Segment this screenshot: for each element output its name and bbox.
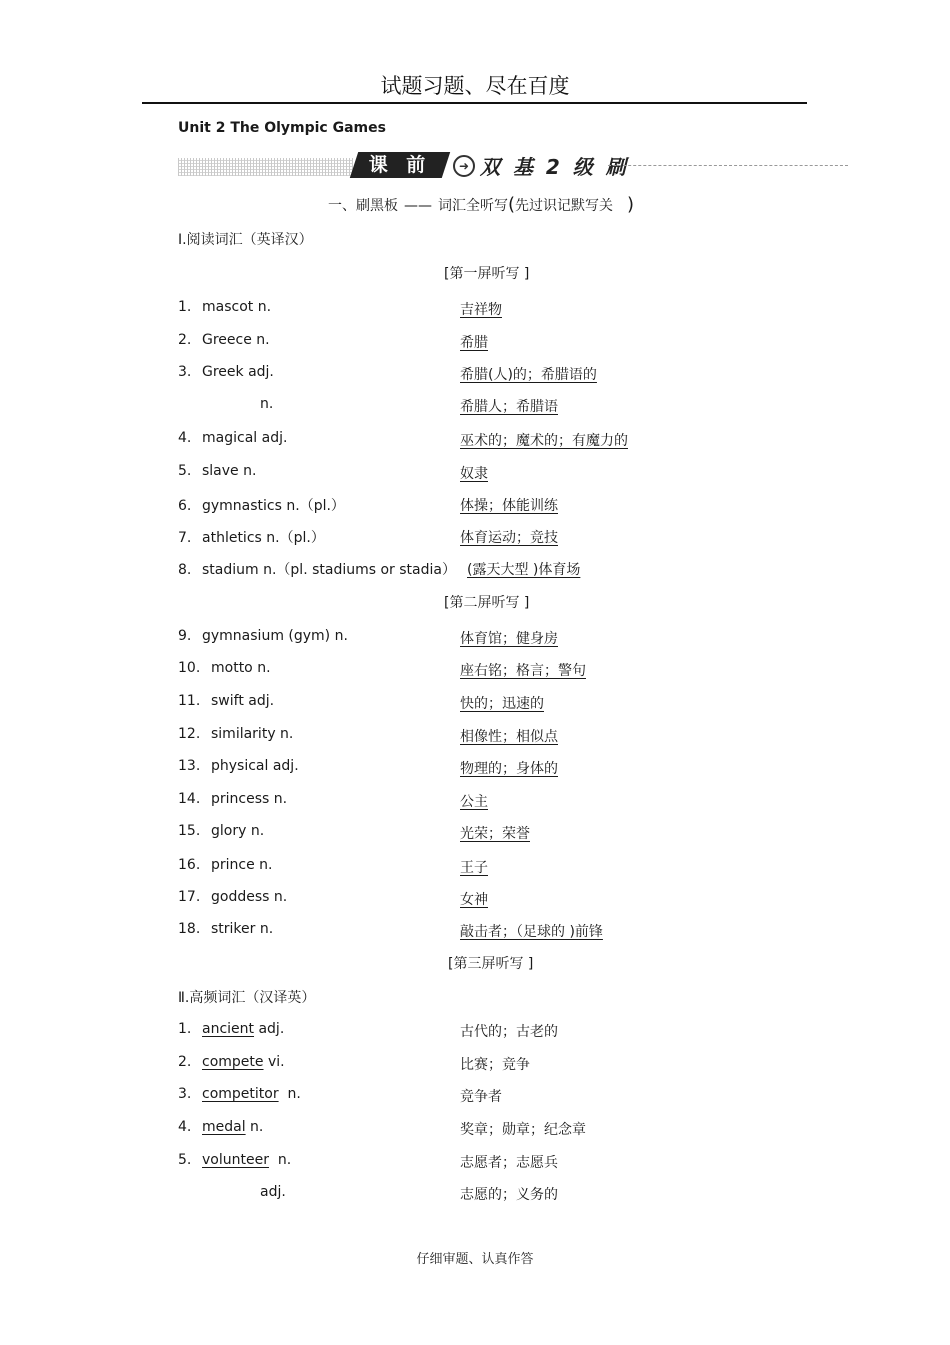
definition-text: 座右铭；格言；警句 <box>460 663 586 679</box>
vocab-definition <box>460 791 498 811</box>
section-title: 一、刷黑板 <box>328 198 398 214</box>
item-number: 13. <box>178 758 201 774</box>
banner-left-word: 课 前 <box>368 154 432 176</box>
part-of-speech: adj. <box>260 1184 286 1200</box>
definition-text: 公主 <box>460 794 488 810</box>
vocab-term <box>178 791 287 807</box>
term-text: Greece n. <box>202 332 270 348</box>
item-number: 4. <box>178 430 192 446</box>
vocab-definition <box>460 857 498 877</box>
vocab-definition <box>460 693 554 713</box>
vocab-definition <box>460 628 568 648</box>
definition-text: 体育运动；竞技 <box>460 530 558 546</box>
item-number: 9. <box>178 628 192 644</box>
definition-text: 物理的；身体的 <box>460 761 558 777</box>
vocab-definition <box>460 758 568 778</box>
chinese-meaning: 比赛；竞争 <box>460 1057 530 1073</box>
vocab-definition <box>467 559 590 579</box>
definition-text: 奴隶 <box>460 466 488 482</box>
item-number: 6. <box>178 498 192 514</box>
term-text: magical adj. <box>202 430 288 446</box>
unit-title: Unit 2 The Olympic Games <box>178 120 386 136</box>
section-subtitle-text: 词汇全听写 <box>438 198 508 214</box>
term-text: similarity n. <box>211 726 294 742</box>
term-text: Greek adj. <box>202 364 274 380</box>
item-number: 12. <box>178 726 201 742</box>
banner-hatch-band <box>178 158 353 176</box>
circle-arrow-icon: ➜ <box>453 155 475 177</box>
term-text: physical adj. <box>211 758 299 774</box>
vocab-term <box>178 889 287 905</box>
vocab-definition <box>460 299 512 319</box>
vocab-term <box>178 559 456 579</box>
vocab-definition <box>460 332 498 352</box>
item-number: 17. <box>178 889 201 905</box>
definition-text: 希腊 <box>460 335 488 351</box>
vocab-definition <box>460 823 540 843</box>
definition-text: 光荣；荣誉 <box>460 826 530 842</box>
definition-text: 女神 <box>460 892 488 908</box>
term-text: slave n. <box>202 463 257 479</box>
vocab-term <box>178 726 293 742</box>
answer-word: compete <box>202 1054 264 1070</box>
definition-text: 快的；迅速的 <box>460 696 544 712</box>
section-subtitle <box>328 194 634 215</box>
screen-label-2: [第二屏听写 ] <box>444 595 530 611</box>
definition-text: 相像性；相似点 <box>460 729 558 745</box>
screen-label-1: [第一屏听写 ] <box>444 266 530 282</box>
screen-label-3: [第三屏听写 ] <box>448 956 534 972</box>
definition-text: 希腊人；希腊语 <box>460 399 558 415</box>
vocab-term <box>178 693 274 709</box>
answer-word: ancient <box>202 1021 255 1037</box>
vocab-term <box>260 1184 286 1200</box>
item-number: 18. <box>178 921 201 937</box>
definition-text: 吉祥物 <box>460 302 502 318</box>
term-text: glory n. <box>211 823 265 839</box>
definition-text: (露天大型 )体育场 <box>467 562 581 578</box>
vocab-term <box>178 430 287 446</box>
term-text: gymnastics n.（pl.） <box>202 498 345 514</box>
part2-title: Ⅱ.高频词汇（汉译英） <box>178 990 316 1006</box>
vocab-definition <box>460 495 568 515</box>
item-number: 14. <box>178 791 201 807</box>
item-number: 4. <box>178 1119 192 1135</box>
vocab-term <box>260 396 273 412</box>
item-number: 7. <box>178 530 192 546</box>
term-text: athletics n.（pl.） <box>202 530 325 546</box>
term-text: princess n. <box>211 791 288 807</box>
item-number: 3. <box>178 364 192 380</box>
term-text: stadium n.（pl. stadiums or stadia） <box>202 562 456 578</box>
vocab-term <box>178 660 271 676</box>
part-of-speech: n. <box>278 1086 301 1102</box>
vocab-definition <box>460 396 568 416</box>
section-banner <box>178 150 848 182</box>
term-text: swift adj. <box>211 693 275 709</box>
vocab-definition <box>460 463 498 483</box>
definition-text: 体操；体能训练 <box>460 498 558 514</box>
item-number: 2. <box>178 332 192 348</box>
vocab-definition <box>460 889 498 909</box>
section-note: 先过识记默写关 <box>515 198 614 214</box>
item-number: 8. <box>178 562 192 578</box>
answer-word: volunteer <box>202 1152 269 1168</box>
page-footer: 仔细审题、认真作答 <box>416 1252 534 1267</box>
chinese-meaning: 奖章；勋章；纪念章 <box>460 1122 586 1138</box>
chinese-meaning: 志愿的；义务的 <box>460 1187 558 1203</box>
vocab-term <box>178 628 348 644</box>
banner-right-word: 双 基 2 级 刷 <box>480 155 629 179</box>
definition-text: 体育馆；健身房 <box>460 631 558 647</box>
item-number: 3. <box>178 1086 192 1102</box>
vocab-term <box>178 1054 285 1070</box>
definition-text: 希腊(人)的；希腊语的 <box>460 367 597 383</box>
definition-text: 王子 <box>460 860 488 876</box>
vocab-term <box>178 921 273 937</box>
item-number: 1. <box>178 1021 192 1037</box>
definition-text: 敲击者；（足球的 )前锋 <box>460 924 603 940</box>
answer-word: medal <box>202 1119 246 1135</box>
vocab-term <box>178 364 274 380</box>
part-of-speech: n. <box>268 1152 292 1168</box>
vocab-definition <box>460 660 596 680</box>
chinese-meaning: 古代的；古老的 <box>460 1024 558 1040</box>
item-number: 10. <box>178 660 201 676</box>
banner-dashed-rule <box>608 165 848 166</box>
item-number: 16. <box>178 857 201 873</box>
page-header: 试题习题、尽在百度 <box>380 74 570 98</box>
term-text: goddess n. <box>211 889 288 905</box>
header-rule <box>142 102 807 104</box>
paren-close: ) <box>627 194 635 215</box>
item-number: 5. <box>178 463 192 479</box>
term-text: motto n. <box>211 660 271 676</box>
term-text: prince n. <box>211 857 273 873</box>
part-of-speech: vi. <box>263 1054 285 1070</box>
item-number: 5. <box>178 1152 192 1168</box>
item-number: 1. <box>178 299 192 315</box>
vocab-term <box>178 823 264 839</box>
vocab-term <box>178 1021 284 1037</box>
chinese-meaning: 志愿者；志愿兵 <box>460 1155 558 1171</box>
vocab-term <box>178 1119 263 1135</box>
vocab-definition <box>460 430 638 450</box>
vocab-term <box>178 1152 291 1168</box>
paren-open: ( <box>508 194 516 215</box>
part-of-speech: n. <box>245 1119 264 1135</box>
vocab-term <box>178 527 325 547</box>
vocab-term <box>178 463 256 479</box>
vocab-term <box>178 332 270 348</box>
item-number: 11. <box>178 693 201 709</box>
item-number: 15. <box>178 823 201 839</box>
term-text: mascot n. <box>202 299 272 315</box>
vocab-term <box>178 299 271 315</box>
part-of-speech: adj. <box>254 1021 285 1037</box>
vocab-term <box>178 495 345 515</box>
item-number: 2. <box>178 1054 192 1070</box>
vocab-definition <box>460 364 607 384</box>
term-text: striker n. <box>211 921 274 937</box>
term-text: n. <box>260 396 274 412</box>
vocab-definition <box>460 527 568 547</box>
vocab-definition <box>460 921 613 941</box>
section-dash: —— <box>404 198 432 214</box>
vocab-term <box>178 758 299 774</box>
vocab-term <box>178 857 273 873</box>
answer-word: competitor <box>202 1086 279 1102</box>
term-text: gymnasium (gym) n. <box>202 628 348 644</box>
vocab-definition <box>460 726 568 746</box>
banner-tag <box>350 152 450 178</box>
vocab-term <box>178 1086 301 1102</box>
definition-text: 巫术的；魔术的；有魔力的 <box>460 433 628 449</box>
chinese-meaning: 竞争者 <box>460 1089 502 1105</box>
part1-title: Ⅰ.阅读词汇（英译汉） <box>178 232 313 248</box>
